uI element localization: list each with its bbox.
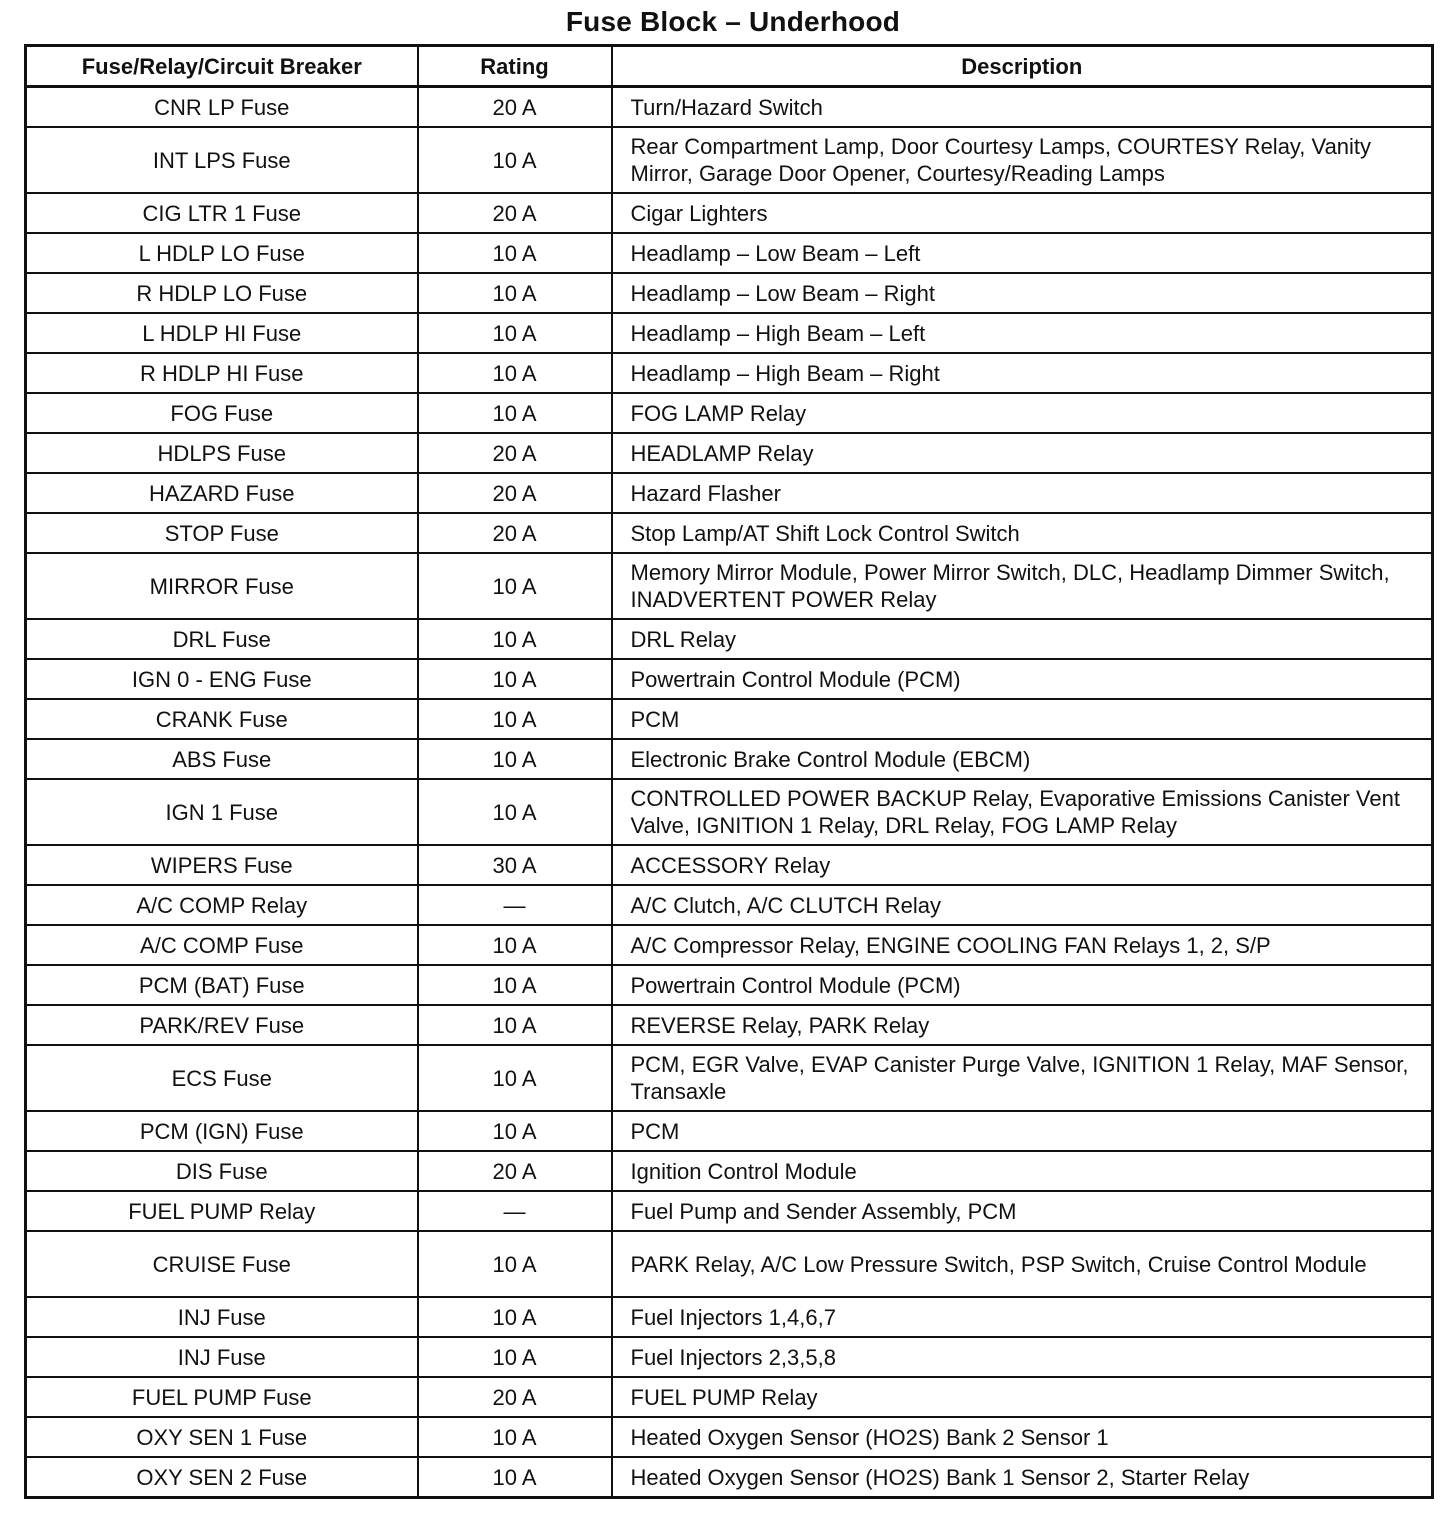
fuse-name-cell: PCM (IGN) Fuse: [26, 1111, 418, 1151]
table-row: [26, 779, 1433, 845]
fuse-name-cell: A/C COMP Fuse: [26, 925, 418, 965]
table-row: [26, 1005, 1433, 1045]
fuse-name-cell: ABS Fuse: [26, 739, 418, 779]
rating-cell: 10 A: [418, 1457, 612, 1498]
column-header-fuse: Fuse/Relay/Circuit Breaker: [26, 46, 418, 87]
fuse-name-cell: FOG Fuse: [26, 393, 418, 433]
table-row: [26, 1231, 1433, 1297]
fuse-name-cell: WIPERS Fuse: [26, 845, 418, 885]
fuse-name-cell: R HDLP LO Fuse: [26, 273, 418, 313]
fuse-name-cell: PCM (BAT) Fuse: [26, 965, 418, 1005]
table-row: [26, 885, 1433, 925]
fuse-name-cell: MIRROR Fuse: [26, 553, 418, 619]
description-cell: ACCESSORY Relay: [612, 845, 1433, 885]
description-cell: Headlamp – Low Beam – Left: [612, 233, 1433, 273]
rating-cell: 20 A: [418, 1151, 612, 1191]
description-cell: Heated Oxygen Sensor (HO2S) Bank 1 Sensor 2, Starter Relay: [612, 1457, 1433, 1498]
rating-cell: 20 A: [418, 513, 612, 553]
table-row: [26, 739, 1433, 779]
rating-cell: 10 A: [418, 353, 612, 393]
fuse-name-cell: STOP Fuse: [26, 513, 418, 553]
description-cell: Rear Compartment Lamp, Door Courtesy Lamps, COURTESY Relay, Vanity Mirror, Garage Door Opener, Courtesy/Reading Lamps: [612, 127, 1433, 193]
fuse-name-cell: PARK/REV Fuse: [26, 1005, 418, 1045]
fuse-name-cell: FUEL PUMP Fuse: [26, 1377, 418, 1417]
rating-cell: 20 A: [418, 433, 612, 473]
fuse-name-cell: INJ Fuse: [26, 1337, 418, 1377]
table-row: [26, 127, 1433, 193]
description-cell: Powertrain Control Module (PCM): [612, 659, 1433, 699]
rating-cell: 10 A: [418, 659, 612, 699]
fuse-name-cell: INJ Fuse: [26, 1297, 418, 1337]
description-cell: Headlamp – Low Beam – Right: [612, 273, 1433, 313]
table-row: [26, 925, 1433, 965]
description-cell: Fuel Injectors 2,3,5,8: [612, 1337, 1433, 1377]
rating-cell: 10 A: [418, 1111, 612, 1151]
fuse-table: [24, 44, 1434, 1499]
description-cell: FUEL PUMP Relay: [612, 1377, 1433, 1417]
table-row: [26, 313, 1433, 353]
description-cell: A/C Clutch, A/C CLUTCH Relay: [612, 885, 1433, 925]
fuse-name-cell: ECS Fuse: [26, 1045, 418, 1111]
description-cell: Ignition Control Module: [612, 1151, 1433, 1191]
table-row: [26, 433, 1433, 473]
description-cell: Headlamp – High Beam – Right: [612, 353, 1433, 393]
column-header-description: Description: [612, 46, 1433, 87]
rating-cell: 10 A: [418, 1005, 612, 1045]
table-row: [26, 1377, 1433, 1417]
rating-cell: 10 A: [418, 233, 612, 273]
rating-cell: 10 A: [418, 779, 612, 845]
rating-cell: 20 A: [418, 1377, 612, 1417]
table-row: [26, 553, 1433, 619]
description-cell: Fuel Pump and Sender Assembly, PCM: [612, 1191, 1433, 1231]
description-cell: Memory Mirror Module, Power Mirror Switch, DLC, Headlamp Dimmer Switch, INADVERTENT POWER Relay: [612, 553, 1433, 619]
description-cell: Turn/Hazard Switch: [612, 87, 1433, 128]
rating-cell: 10 A: [418, 273, 612, 313]
fuse-name-cell: CRANK Fuse: [26, 699, 418, 739]
rating-cell: 10 A: [418, 553, 612, 619]
fuse-name-cell: A/C COMP Relay: [26, 885, 418, 925]
rating-cell: 20 A: [418, 473, 612, 513]
table-row: [26, 1191, 1433, 1231]
table-row: [26, 1045, 1433, 1111]
fuse-name-cell: OXY SEN 2 Fuse: [26, 1457, 418, 1498]
rating-cell: 10 A: [418, 127, 612, 193]
fuse-name-cell: R HDLP HI Fuse: [26, 353, 418, 393]
description-cell: PCM, EGR Valve, EVAP Canister Purge Valve, IGNITION 1 Relay, MAF Sensor, Transaxle: [612, 1045, 1433, 1111]
rating-cell: 10 A: [418, 619, 612, 659]
table-row: [26, 845, 1433, 885]
table-row: [26, 87, 1433, 128]
description-cell: Powertrain Control Module (PCM): [612, 965, 1433, 1005]
table-row: [26, 659, 1433, 699]
fuse-name-cell: L HDLP HI Fuse: [26, 313, 418, 353]
table-row: [26, 965, 1433, 1005]
fuse-name-cell: FUEL PUMP Relay: [26, 1191, 418, 1231]
table-row: [26, 1417, 1433, 1457]
description-cell: PARK Relay, A/C Low Pressure Switch, PSP Switch, Cruise Control Module: [612, 1231, 1433, 1297]
fuse-name-cell: DRL Fuse: [26, 619, 418, 659]
page-title: Fuse Block – Underhood: [565, 6, 901, 37]
fuse-name-cell: CNR LP Fuse: [26, 87, 418, 128]
fuse-name-cell: IGN 1 Fuse: [26, 779, 418, 845]
rating-cell: 10 A: [418, 1337, 612, 1377]
table-row: [26, 1111, 1433, 1151]
description-cell: PCM: [612, 1111, 1433, 1151]
description-cell: Electronic Brake Control Module (EBCM): [612, 739, 1433, 779]
description-cell: FOG LAMP Relay: [612, 393, 1433, 433]
description-cell: Stop Lamp/AT Shift Lock Control Switch: [612, 513, 1433, 553]
table-row: [26, 699, 1433, 739]
table-row: [26, 1457, 1433, 1498]
rating-cell: 10 A: [418, 739, 612, 779]
description-cell: Fuel Injectors 1,4,6,7: [612, 1297, 1433, 1337]
rating-cell: 10 A: [418, 313, 612, 353]
description-cell: CONTROLLED POWER BACKUP Relay, Evaporative Emissions Canister Vent Valve, IGNITION 1 Relay, DRL Relay, FOG LAMP Relay: [612, 779, 1433, 845]
description-cell: REVERSE Relay, PARK Relay: [612, 1005, 1433, 1045]
description-cell: DRL Relay: [612, 619, 1433, 659]
fuse-name-cell: DIS Fuse: [26, 1151, 418, 1191]
rating-cell: 10 A: [418, 1231, 612, 1297]
description-cell: Hazard Flasher: [612, 473, 1433, 513]
fuse-name-cell: CIG LTR 1 Fuse: [26, 193, 418, 233]
description-cell: A/C Compressor Relay, ENGINE COOLING FAN Relays 1, 2, S/P: [612, 925, 1433, 965]
fuse-name-cell: OXY SEN 1 Fuse: [26, 1417, 418, 1457]
rating-cell: 10 A: [418, 965, 612, 1005]
table-row: [26, 273, 1433, 313]
rating-cell: 10 A: [418, 1045, 612, 1111]
table-row: [26, 193, 1433, 233]
fuse-name-cell: HDLPS Fuse: [26, 433, 418, 473]
table-row: [26, 233, 1433, 273]
rating-cell: 10 A: [418, 925, 612, 965]
table-row: [26, 1151, 1433, 1191]
rating-cell: 20 A: [418, 87, 612, 128]
table-row: [26, 513, 1433, 553]
fuse-name-cell: INT LPS Fuse: [26, 127, 418, 193]
description-cell: HEADLAMP Relay: [612, 433, 1433, 473]
table-row: [26, 1337, 1433, 1377]
fuse-name-cell: IGN 0 - ENG Fuse: [26, 659, 418, 699]
rating-cell: 30 A: [418, 845, 612, 885]
rating-cell: —: [418, 885, 612, 925]
rating-cell: 10 A: [418, 393, 612, 433]
description-cell: PCM: [612, 699, 1433, 739]
column-header-rating: Rating: [418, 46, 612, 87]
table-header-row: [26, 46, 1433, 87]
rating-cell: 20 A: [418, 193, 612, 233]
table-row: [26, 619, 1433, 659]
fuse-name-cell: HAZARD Fuse: [26, 473, 418, 513]
description-cell: Headlamp – High Beam – Left: [612, 313, 1433, 353]
rating-cell: 10 A: [418, 1297, 612, 1337]
fuse-name-cell: L HDLP LO Fuse: [26, 233, 418, 273]
rating-cell: 10 A: [418, 699, 612, 739]
description-cell: Cigar Lighters: [612, 193, 1433, 233]
table-row: [26, 353, 1433, 393]
rating-cell: —: [418, 1191, 612, 1231]
table-row: [26, 393, 1433, 433]
fuse-name-cell: CRUISE Fuse: [26, 1231, 418, 1297]
table-row: [26, 473, 1433, 513]
table-row: [26, 1297, 1433, 1337]
description-cell: Heated Oxygen Sensor (HO2S) Bank 2 Sensor 1: [612, 1417, 1433, 1457]
rating-cell: 10 A: [418, 1417, 612, 1457]
